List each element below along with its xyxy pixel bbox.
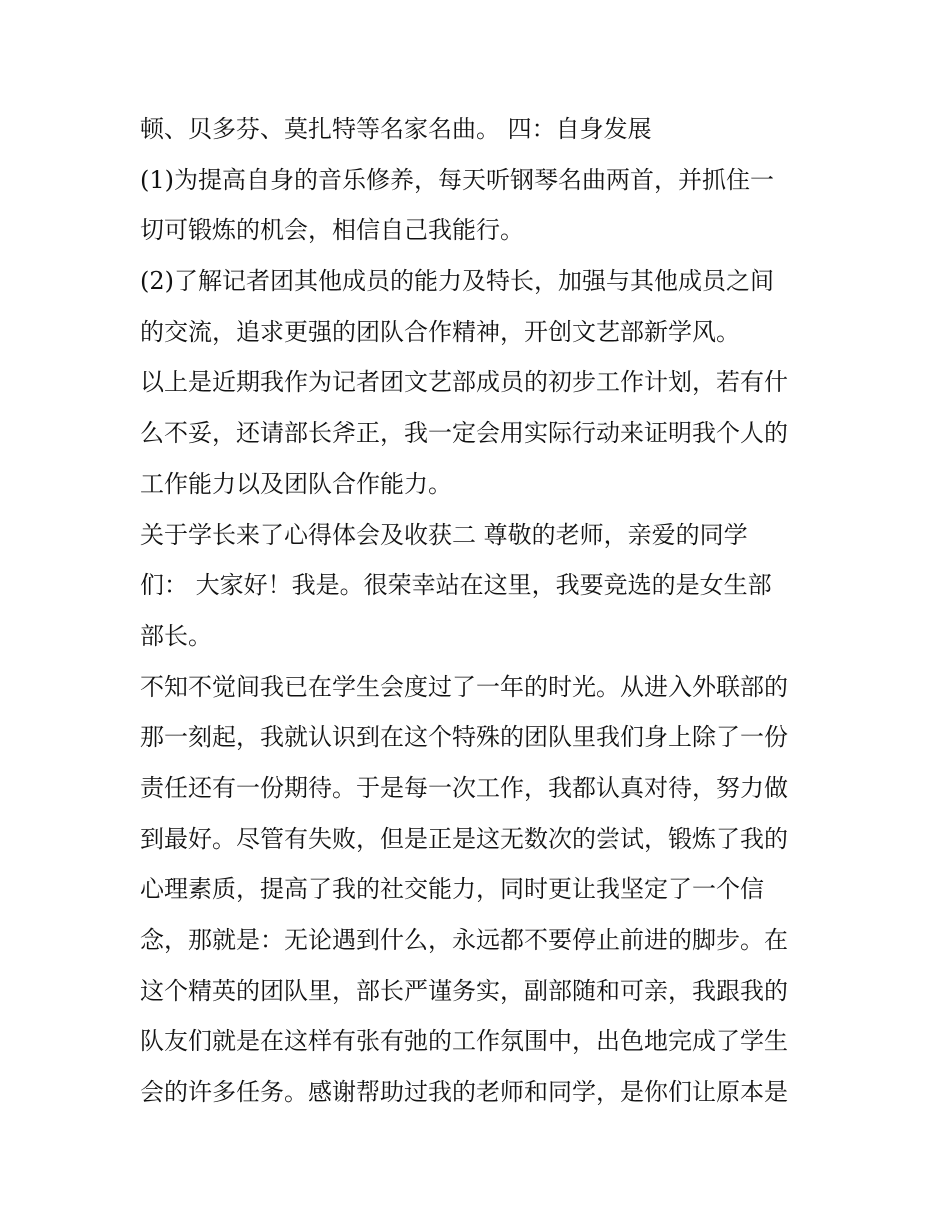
text-line: 到最好。尽管有失败，但是正是这无数次的尝试，锻炼了我的	[140, 824, 788, 853]
text-line: 部长。	[140, 621, 212, 650]
text-line: 队友们就是在这样有张有弛的工作氛围中，出色地完成了学生	[140, 1027, 788, 1056]
text-line: 那一刻起，我就认识到在这个特殊的团队里我们身上除了一份	[140, 723, 788, 752]
text-line: 会的许多任务。感谢帮助过我的老师和同学，是你们让原本是	[140, 1078, 788, 1107]
text-line: 的交流，追求更强的团队合作精神，开创文艺部新学风。	[140, 317, 740, 346]
text-line: 么不妥，还请部长斧正，我一定会用实际行动来证明我个人的	[140, 419, 788, 448]
text-line: 切可锻炼的机会，相信自己我能行。	[140, 216, 524, 245]
text-line: 以上是近期我作为记者团文艺部成员的初步工作计划，若有什	[140, 368, 788, 397]
text-line: 不知不觉间我已在学生会度过了一年的时光。从进入外联部的	[140, 672, 788, 701]
text-line: 工作能力以及团队合作能力。	[140, 469, 452, 498]
text-line: 关于学长来了心得体会及收获二 尊敬的老师，亲爱的同学	[140, 520, 748, 549]
document-body	[140, 104, 820, 1118]
text-line: 念，那就是：无论遇到什么，永远都不要停止前进的脚步。在	[140, 926, 788, 954]
text-line: 这个精英的团队里，部长严谨务实，副部随和可亲，我跟我的	[140, 976, 788, 1005]
text-line: 们： 大家好！我是。很荣幸站在这里，我要竞选的是女生部	[140, 571, 772, 600]
text-line: (1)为提高自身的音乐修养，每天听钢琴名曲两首，并抓住一	[140, 165, 774, 194]
text-line: 顿、贝多芬、莫扎特等名家名曲。 四：自身发展	[140, 115, 652, 143]
text-line: 心理素质，提高了我的社交能力，同时更让我坚定了一个信	[140, 875, 764, 904]
text-line: 责任还有一份期待。于是每一次工作，我都认真对待，努力做	[140, 773, 788, 802]
text-line: (2)了解记者团其他成员的能力及特长，加强与其他成员之间	[140, 267, 774, 296]
